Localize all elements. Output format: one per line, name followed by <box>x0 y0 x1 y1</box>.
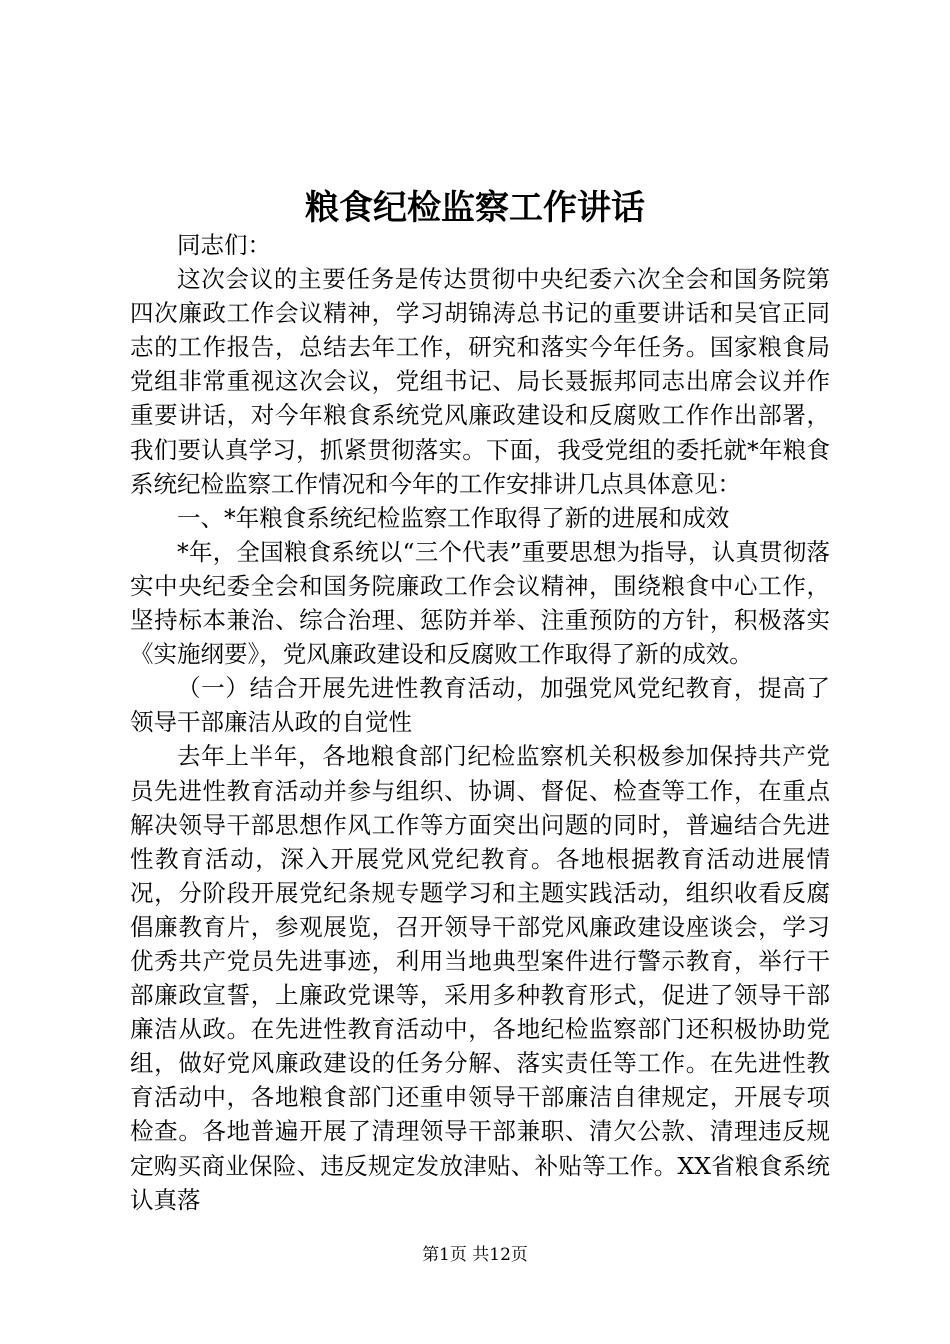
body-paragraph: 去年上半年，各地粮食部门纪检监察机关积极参加保持共产党员先进性教育活动并参与组织、协调、督促、检查等工作，在重点解决领导干部思想作风工作等方面突出问题的同时，普遍结合先进性教育活动，深入开展党风党纪教育。各地根据教育活动进展情况，分阶段开展党纪条规专题学习和主题实践活动，组织收看反腐倡廉教育片，参观展览，召开领导干部党风廉政建设座谈会，学习优秀共产党员先进事迹，利用当地典型案件进行警示教育，举行干部廉政宣誓，上廉政党课等，采用多种教育形式，促进了领导干部廉洁从政。在先进性教育活动中，各地纪检监察部门还积极协助党组，做好党风廉政建设的任务分解、落实责任等工作。在先进性教育活动中，各地粮食部门还重申领导干部廉洁自律规定，开展专项检查。各地普遍开展了清理领导干部兼职、清欠公款、清理违反规定购买商业保险、违反规定发放津贴、补贴等工作。XX省粮食系统认真落 <box>130 742 830 1214</box>
body-paragraph: 这次会议的主要任务是传达贯彻中央纪委六次全会和国务院第四次廉政工作会议精神，学习胡锦涛总书记的重要讲话和吴官正同志的工作报告，总结去年工作，研究和落实今年任务。国家粮食局党组非常重视这次会议，党组书记、局长聂振邦同志出席会议并作重要讲话，对今年粮食系统党风廉政建设和反腐败工作作出部署，我们要认真学习，抓紧贯彻落实。下面，我受党组的委托就*年粮食系统纪检监察工作情况和今年的工作安排讲几点具体意见： <box>130 265 830 498</box>
document-body <box>130 228 830 1217</box>
document-title: 粮食纪检监察工作讲话 <box>305 188 645 228</box>
salutation: 同志们： <box>177 231 271 259</box>
section-heading: 一、*年粮食系统纪检监察工作取得了新的进展和成效 <box>177 503 730 532</box>
page-number-footer: 第1页 共12页 <box>422 1245 528 1265</box>
body-paragraph: *年，全国粮食系统以“三个代表”重要思想为指导，认真贯彻落实中央纪委全会和国务院廉政工作会议精神，围绕粮食中心工作，坚持标本兼治、综合治理、惩防并举、注重预防的方针，积极落实《实施纲要》，党风廉政建设和反腐败工作取得了新的成效。 <box>130 537 830 669</box>
subsection-heading: （一）结合开展先进性教育活动，加强党风党纪教育，提高了领导干部廉洁从政的自觉性 <box>130 674 830 737</box>
